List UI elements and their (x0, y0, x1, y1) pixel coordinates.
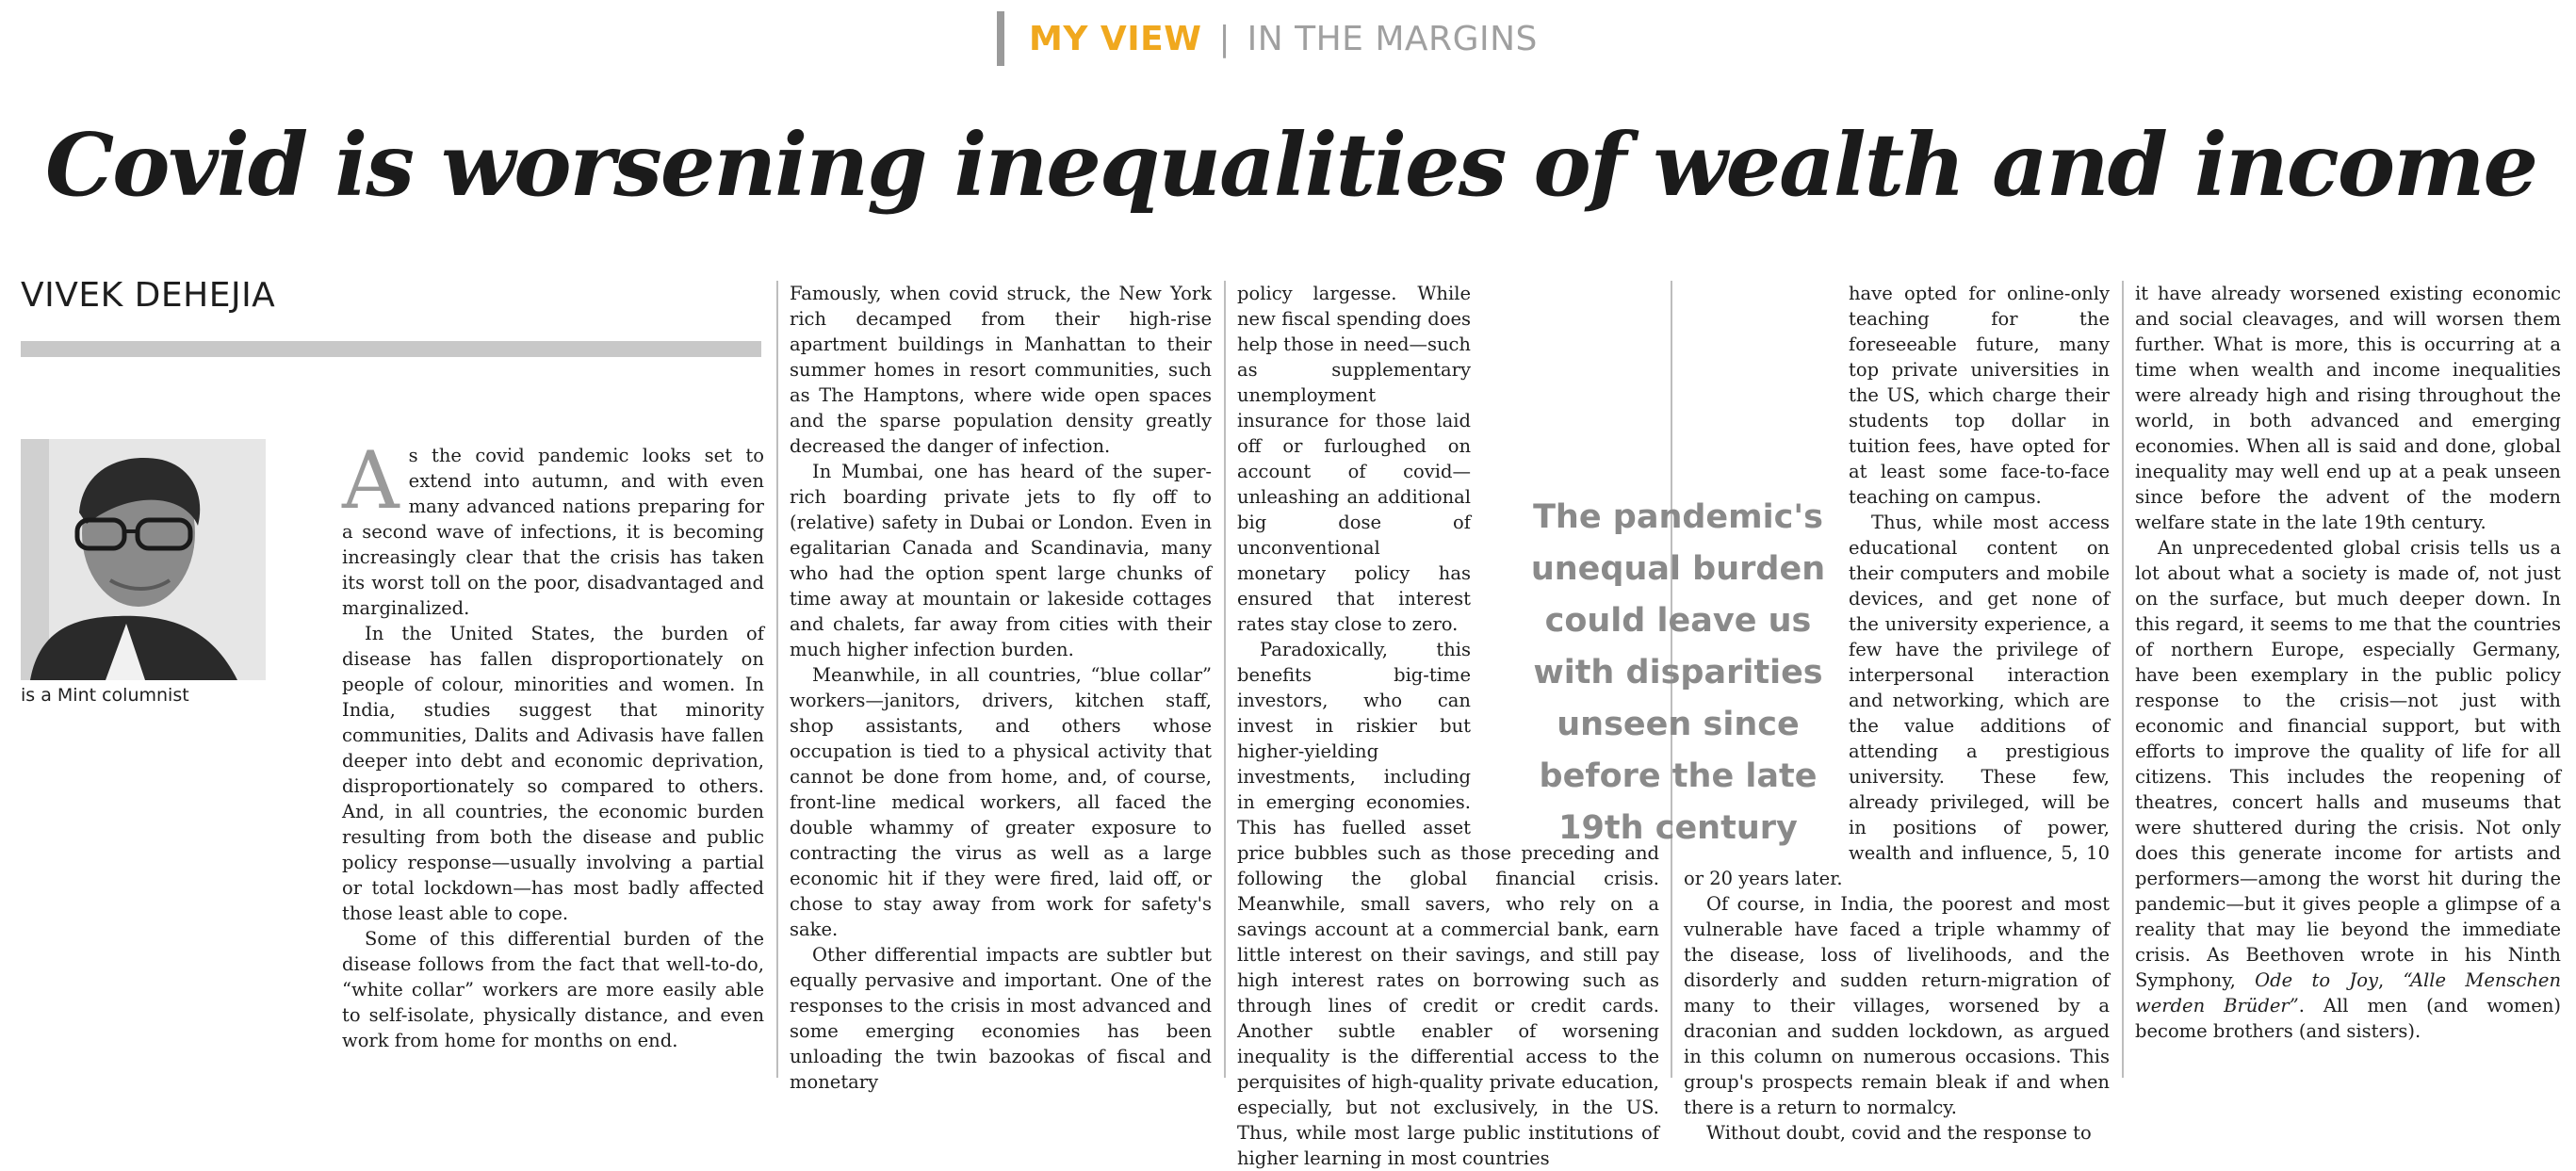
author-name: VIVEK DEHEJIA (21, 276, 276, 315)
paragraph: it have already worsened existing economic and social cleavages, and will worsen them further. What is more, this is occurring at a time when wealth and income inequalities were already high and rising throughout the world, in both advanced and emerging economies. When all is said and done, global inequality may well end up at a peak unseen since before the advent of the modern welfare state in the late 19th century. (2135, 283, 2561, 533)
paragraph-text: s the covid pandemic looks set to extend into autumn, and with even many advanced nations preparing for a second wave of infections, it is becoming increasingly clear that the crisis has taken its worst toll on the poor, disadvantaged and marginalized. (342, 445, 764, 619)
paragraph: Some of this differential burden of the disease follows from the fact that well-to-do, “white collar” workers are more easily able to self-isolate, physically distance, and even work from home for months on end. (342, 928, 764, 1051)
author-rule (21, 341, 761, 357)
author-photo (21, 439, 266, 680)
italic-quote: “Alle Menschen werden Brüder” (2135, 969, 2562, 1016)
section-kicker (997, 11, 1538, 66)
author-portrait-image (21, 439, 266, 680)
paragraph-text: . All men (and women) become brothers (and sisters). (2135, 995, 2562, 1042)
paragraph: Thus, while most access educational content on their computers and mobile devices, and get none of the university experience, a few have the privilege of interpersonal interaction and networking, which are the value additions of attending a prestigious university. These few, already privileged, will be in positions of power, wealth and influence, 5, 10 or 20 years later. (1684, 512, 2110, 889)
article-column-1 (342, 434, 764, 1078)
paragraph: have opted for online-only teaching for the foreseeable future, many top private universities in the US, which charge their students top dollar in tuition fees, have opted for at least some face-to-face teaching on campus. (1849, 283, 2110, 508)
headline: Covid is worsening inequalities of wealth and income (44, 114, 2537, 216)
paragraph: In the United States, the burden of disease has fallen disproportionately on people of colour, minorities and women. In India, studies suggest that minority communities, Dalits and Adivasis have fallen deeper into debt and economic deprivation, disproportionately so compared to others. And, in all countries, the economic burden resulting from both the disease and public policy response—usually involving a partial or total lockdown—has most badly affected those least able to cope. (342, 623, 764, 924)
column-rule (776, 281, 778, 1078)
paragraph: In Mumbai, one has heard of the super-rich boarding private jets to fly off to (relative) safety in Dubai or London. Even in egalitarian Canada and Scandinavia, many who had the option spent large chunks of time away at mountain or lakeside cottages and chalets, far away from cities with their much higher infection burden. (790, 461, 1212, 660)
paragraph: Of course, in India, the poorest and most vulnerable have faced a triple whammy of the disease, loss of livelihoods, and the disorderly and sudden return-migration of many to their villages, worsened by a draconian and sudden lockdown, as argued in this column on numerous occasions. This group's prospects remain bleak if and when there is a return to normalcy. (1684, 893, 2110, 1118)
paragraph: Famously, when covid struck, the New York rich decamped from their high-rise apartment buildings in Manhattan to their summer homes in resort communities, such as The Hamptons, where wide open spaces and the sparse population density greatly decreased the danger of infection. (790, 283, 1212, 457)
drop-cap: A (342, 434, 399, 527)
paragraph: An unprecedented global crisis tells us a lot about what a society is made of, not just on the surface, but much deeper down. In this regard, it seems to me that the countries of northern Europe, especially Germany, have been exemplary in the public policy response to the crisis—not just with economic and financial support, but with efforts to improve the quality of life for all citizens. This includes the reopening of theatres, concert halls and museums that were shuttered during the crisis. Not only does this generate income for artists and performers—among the worst hit during the pandemic—but it gives people a glimpse of a reality that may lie beyond the immediate crisis. As Beethoven wrote in his Ninth Symphony, Ode to Joy, “Alle Menschen werden Brüder”. All men (and women) become brothers (and sisters). (2135, 537, 2562, 1042)
paragraph: Paradoxically, this benefits big-time investors, who can invest in riskier but higher-yielding investments, including in emerging economies. This has fuelled asset price bubbles such as those preceding and following the global financial crisis. Meanwhile, small savers, who rely on a savings account at a commercial bank, earn little interest on their savings, and still pay high interest rates on borrowing such as through lines of credit or credit cards. Another subtle enabler of worsening inequality is the differential access to the perquisites of high-quality private education, especially, but not exclusively, in the US. Thus, while most large public institutions of higher learning in most countries (1237, 639, 1659, 1169)
column-rule (1224, 281, 1226, 1078)
paragraph: Other differential impacts are subtler but equally pervasive and important. One of the responses to the crisis in most advanced and some emerging economies has been unloading the twin bazookas of fiscal and monetary (790, 944, 1212, 1093)
kicker-section: MY VIEW (1029, 19, 1202, 58)
article-column-5 (2135, 281, 2561, 1078)
paragraph: policy largesse. While new fiscal spending does help those in need—such as supplementary unemployment insurance for those laid off or furloughed on account of covid—unleashing an additional big dose of unconventional monetary policy has ensured that interest rates stay close to zero. (1237, 283, 1471, 635)
author-caption: is a Mint columnist (21, 685, 189, 706)
paragraph: Meanwhile, in all countries, “blue collar” workers—janitors, drivers, kitchen staff, shop assistants, and others whose occupation is tied to a physical activity that cannot be done from home, and, of course, front-line medical workers, all faced the double whammy of greater exposure to contracting the virus as well as a large economic hit if they were fired, laid off, or chose to stay away from work for safety's sake. (790, 664, 1212, 940)
column-rule (2122, 281, 2124, 1078)
kicker-column: IN THE MARGINS (1247, 19, 1538, 58)
italic-title: Ode to Joy (2255, 969, 2378, 991)
kicker-separator: | (1218, 19, 1231, 58)
pull-quote: The pandemic's unequal burden could leave us with disparities unseen since before the late 19th century (1530, 498, 1826, 847)
paragraph-text: An unprecedented global crisis tells us a lot about what a society is made of, not just on the surface, but much deeper down. In this regard, it seems to me that the countries of northern Europe, especially Germany, have been exemplary in the public policy response to the crisis—not just with economic and financial support, but with efforts to improve the quality of life for all citizens. This includes the reopening of theatres, concert halls and museums that were shuttered during the crisis. Not only does this generate income for artists and performers—among the worst hit during the pandemic—but it gives people a glimpse of a reality that may lie beyond the immediate crisis. As Beethoven wrote in his Ninth Symphony, (2135, 537, 2561, 991)
article-column-2 (790, 281, 1212, 1093)
paragraph (342, 434, 764, 621)
paragraph: Without doubt, covid and the response to (1706, 1122, 2092, 1144)
kicker-bar (997, 11, 1004, 66)
